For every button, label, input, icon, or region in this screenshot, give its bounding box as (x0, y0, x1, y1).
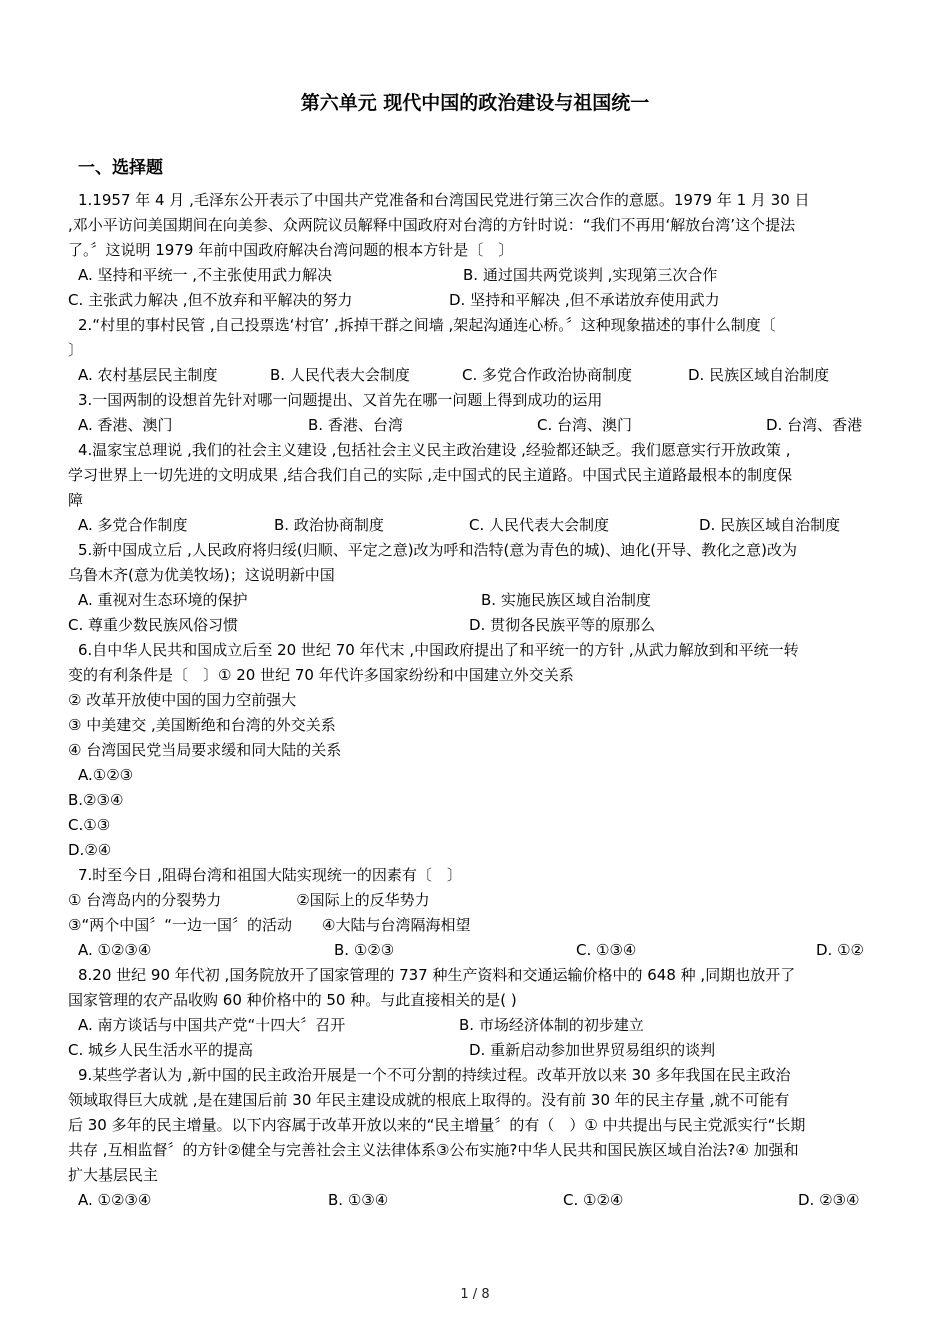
question-text: 乌鲁木齐(意为优美牧场)；这说明新中国 (68, 566, 335, 584)
question-text: 后 30 多年的民主增量。以下内容属于改革开放以来的“民主增量〞的有（ ）① 中共提出与民主党派实行“长期 (68, 1116, 806, 1134)
option-a[interactable]: A. 南方谈话与中国共产党“十四大〞召开 (78, 1016, 346, 1034)
option-a[interactable]: A. 农村基层民主制度 (78, 366, 218, 384)
option-b[interactable]: B. 实施民族区域自治制度 (481, 591, 651, 609)
question-text: 2.“村里的事村民管 ,自己投票选‘村官’ ,拆掉干群之间墙 ,架起沟通连心桥。〞这种现象描述的事什么制度〔 (78, 316, 776, 334)
question-text: 变的有利条件是〔 〕① 20 世纪 70 年代许多国家纷纷和中国建立外交关系 (68, 666, 574, 684)
option-d[interactable]: D.②④ (68, 841, 112, 859)
option-a[interactable]: A. 重视对生态环境的保护 (78, 591, 248, 609)
option-c[interactable]: C.①③ (68, 816, 111, 834)
question-text: 3.一国两制的设想首先针对哪一问题提出、又首先在哪一问题上得到成功的运用 (78, 391, 603, 409)
option-a[interactable]: A. ①②③④ (78, 1191, 152, 1209)
question-text: 障 (68, 491, 84, 509)
question-text: 〕 (68, 341, 84, 359)
question-text: 6.自中华人民共和国成立后至 20 世纪 70 年代末 ,中国政府提出了和平统一的方针 ,从武力解放到和平统一转 (78, 641, 799, 659)
option-b[interactable]: B. 市场经济体制的初步建立 (459, 1016, 644, 1034)
page-number: 1 / 8 (460, 1287, 490, 1302)
statement-3: ③ 中美建交 ,美国断绝和台湾的外交关系 (68, 716, 336, 734)
option-c[interactable]: C. 多党合作政治协商制度 (462, 366, 633, 384)
option-a[interactable]: A. ①②③④ (78, 941, 152, 959)
statements-1-2: ① 台湾岛内的分裂势力 ②国际上的反华势力 (68, 891, 430, 909)
option-a[interactable]: A. 香港、澳门 (78, 416, 173, 434)
question-text: 国家管理的农产品收购 60 种价格中的 50 种。与此直接相关的是( ) (68, 991, 517, 1009)
option-a[interactable]: A. 坚持和平统一 ,不主张使用武力解决 (78, 266, 333, 284)
option-d[interactable]: D. 民族区域自治制度 (699, 516, 841, 534)
question-text: 了。〞这说明 1979 年前中国政府解决台湾问题的根本方针是〔 〕 (68, 241, 514, 259)
option-c[interactable]: C. 人民代表大会制度 (469, 516, 610, 534)
section-heading: 一、选择题 (78, 158, 163, 178)
option-c[interactable]: C. ①②④ (563, 1191, 624, 1209)
option-d[interactable]: D. 贯彻各民族平等的原那么 (469, 616, 656, 634)
statements-3-4: ③“两个中国〞“一边一国〞的活动 ④大陆与台湾隔海相望 (68, 916, 471, 934)
option-d[interactable]: D. 坚持和平解决 ,但不承诺放弃使用武力 (449, 291, 720, 309)
question-text: 4.温家宝总理说 ,我们的社会主义建设 ,包括社会主义民主政治建设 ,经验都还缺乏。我们愿意实行开放政策 , (78, 441, 791, 459)
option-c[interactable]: C. ①③④ (576, 941, 637, 959)
option-b[interactable]: B. 香港、台湾 (308, 416, 403, 434)
option-d[interactable]: D. 民族区域自治制度 (688, 366, 830, 384)
question-text: 1.1957 年 4 月 ,毛泽东公开表示了中国共产党准备和台湾国民党进行第三次合作的意愿。1979 年 1 月 30 日 (78, 191, 810, 209)
question-text: 9.某些学者认为 ,新中国的民主政治开展是一个不可分割的持续过程。改革开放以来 30 多年我国在民主政治 (78, 1066, 791, 1084)
option-a[interactable]: A.①②③ (78, 766, 134, 784)
option-c[interactable]: C. 城乡人民生活水平的提高 (68, 1041, 254, 1059)
question-text: 7.时至今日 ,阻碍台湾和祖国大陆实现统一的因素有〔 〕 (78, 866, 462, 884)
question-text: 领域取得巨大成就 ,是在建国后前 30 年民主建设成就的根底上取得的。没有前 30 年的民主存量 ,就不可能有 (68, 1091, 790, 1109)
question-text: 8.20 世纪 90 年代初 ,国务院放开了国家管理的 737 种生产资料和交通运输价格中的 648 种 ,同期也放开了 (78, 966, 796, 984)
option-b[interactable]: B.②③④ (68, 791, 124, 809)
question-text: 扩大基层民主 (68, 1166, 159, 1184)
question-text: ,邓小平访问美国期间在向美参、众两院议员解释中国政府对台湾的方针时说：“我们不再用‘解放台湾’这个提法 (68, 216, 796, 234)
option-a[interactable]: A. 多党合作制度 (78, 516, 188, 534)
option-d[interactable]: D. 重新启动参加世界贸易组织的谈判 (469, 1041, 716, 1059)
question-text: 共存 ,互相监督〞的方针②健全与完善社会主义法律体系③公布实施?中华人民共和国民族区域自治法?④ 加强和 (68, 1141, 799, 1159)
document-title: 第六单元 现代中国的政治建设与祖国统一 (300, 92, 650, 114)
option-b[interactable]: B. ①③④ (328, 1191, 389, 1209)
option-b[interactable]: B. 通过国共两党谈判 ,实现第三次合作 (463, 266, 718, 284)
option-b[interactable]: B. 人民代表大会制度 (270, 366, 410, 384)
option-d[interactable]: D. 台湾、香港 (766, 416, 863, 434)
question-text: 学习世界上一切先进的文明成果 ,结合我们自己的实际 ,走中国式的民主道路。中国式民主道路最根本的制度保 (68, 466, 793, 484)
option-d[interactable]: D. ②③④ (798, 1191, 860, 1209)
option-c[interactable]: C. 台湾、澳门 (537, 416, 633, 434)
option-d[interactable]: D. ①② (816, 941, 864, 959)
option-c[interactable]: C. 尊重少数民族风俗习惯 (68, 616, 239, 634)
option-b[interactable]: B. ①②③ (334, 941, 395, 959)
option-b[interactable]: B. 政治协商制度 (274, 516, 384, 534)
statement-4: ④ 台湾国民党当局要求缓和同大陆的关系 (68, 741, 342, 759)
statement-2: ② 改革开放使中国的国力空前强大 (68, 691, 297, 709)
question-text: 5.新中国成立后 ,人民政府将归绥(归顺、平定之意)改为呼和浩特(意为青色的城)、迪化(开导、教化之意)改为 (78, 541, 797, 559)
option-c[interactable]: C. 主张武力解决 ,但不放弃和平解决的努力 (68, 291, 353, 309)
